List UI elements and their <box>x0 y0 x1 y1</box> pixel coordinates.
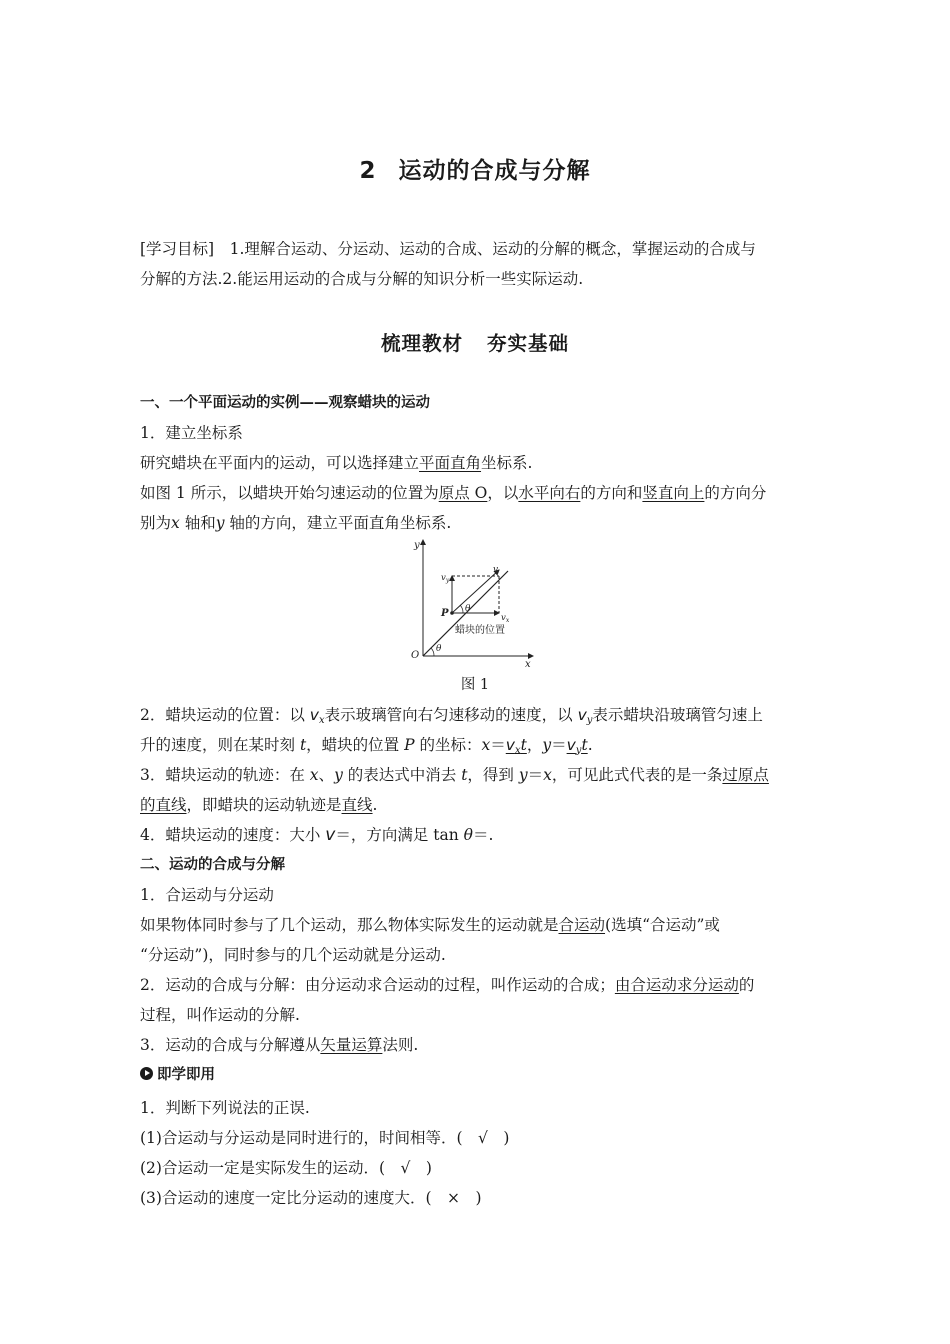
origin-label: O <box>411 650 420 661</box>
vy-label: $v_y$ <box>441 573 450 584</box>
vx-label: $v_x$ <box>501 613 510 624</box>
axis-x-label: x <box>525 659 531 670</box>
angle-arc-p <box>460 605 463 613</box>
answer-blank: $v_yt$ <box>566 736 588 756</box>
question-title: 1．判断下列说法的正误. <box>140 1099 310 1117</box>
answer-blank: 原点 O <box>438 484 488 502</box>
angle-arc-o <box>431 648 434 656</box>
question-item: (1)合运动与分运动是同时进行的，时间相等．( √ ) <box>140 1129 510 1147</box>
v-label: v <box>493 565 499 575</box>
answer-blank: 水平向右 <box>518 484 581 502</box>
question-item: (3)合运动的速度一定比分运动的速度大．( × ) <box>140 1189 482 1207</box>
question-item: (2)合运动一定是实际发生的运动．( √ ) <box>140 1159 432 1177</box>
answer-blank: 由合运动求分运动 <box>614 976 739 994</box>
goal-tag: [学习目标] <box>140 240 215 258</box>
section-title: 运动的合成与分解 <box>398 158 591 184</box>
practice-heading: 即学即用 <box>140 1060 812 1090</box>
play-icon <box>140 1067 153 1080</box>
learning-goals: [学习目标] 1.理解合运动、分运动、运动的合成、运动的分解的概念，掌握运动的合成与 分解的方法.2.能运用运动的合成与分解的知识分析一些实际运动. <box>140 240 756 288</box>
section-one-title: 一、一个平面运动的实例——观察蜡块的运动 <box>140 395 430 411</box>
answer-blank: $v_xt$ <box>505 736 527 756</box>
answer-blank: 直线 <box>341 796 373 814</box>
answer-blank: 合运动 <box>558 916 606 934</box>
theta-o-label: θ <box>436 644 442 654</box>
axis-y-label: y <box>414 540 420 551</box>
page-title <box>0 152 950 185</box>
answer-blank: 的直线 <box>140 796 187 814</box>
point-p-label: P <box>441 608 449 619</box>
answer-blank: 矢量运算 <box>320 1036 383 1054</box>
section-two-title: 二、运动的合成与分解 <box>140 857 285 873</box>
figure-1-diagram <box>405 534 545 670</box>
section-one-continued: 2．蜡块运动的位置：以 $v_x$表示玻璃管向右匀速移动的速度，以 $v_y$表示蜡块沿玻璃管匀速上 升的速度，则在某时刻 t，蜡块的位置 P 的坐标：$x=v_xt$，$y=v_yt$. 3．蜡块运动的轨迹：在 x、y 的表达式中消去 t，得到 y＝x，可见此式代表的是一条过原点 的直线，即蜡块的运动轨迹是直线. 4．蜡块运动的速度：大小 v＝，方向满足 tan θ＝. 二、运动的合成与分解 1．合运动与分运动 如果物体同时参与了几个运动，那么物体实际发生的运动就是合运动(选填“合运动”或 “分运动”)，同时参与的几个运动就是分运动. 2．运动的合成与分解：由分运动求合运动的过程，叫作运动的合成；由合运动求分运动的 过程，叫作运动的分解. 3．运动的合成与分解遵从矢量运算法则. 即学即用 1．判断下列说法的正误. (1)合运动与分运动是同时进行的，时间相等．( √ ) (2)合运动一定是实际发生的运动．( √ ) (3)合运动的速度一定比分运动的速度大．( × ) <box>140 700 812 1213</box>
answer-blank: 平面直角 <box>419 454 482 472</box>
position-label: 蜡块的位置 <box>455 625 505 636</box>
theta-p-label: θ <box>465 604 471 614</box>
section-heading: 梳理教材 夯实基础 <box>380 332 570 355</box>
section-number: 2 <box>359 158 377 184</box>
point-p <box>450 611 454 615</box>
answer-blank: 过原点 <box>722 766 769 784</box>
answer-blank: 竖直向上 <box>642 484 705 502</box>
figure-caption: 图 1 <box>460 677 490 693</box>
section-one: 一、一个平面运动的实例——观察蜡块的运动 1．建立坐标系 研究蜡块在平面内的运动，可以选择建立平面直角坐标系. 如图 1 所示，以蜡块开始匀速运动的位置为原点 O，以水平向右的方向和竖直向上的方向分 别为x 轴和y 轴的方向，建立平面直角坐标系. <box>140 388 812 538</box>
